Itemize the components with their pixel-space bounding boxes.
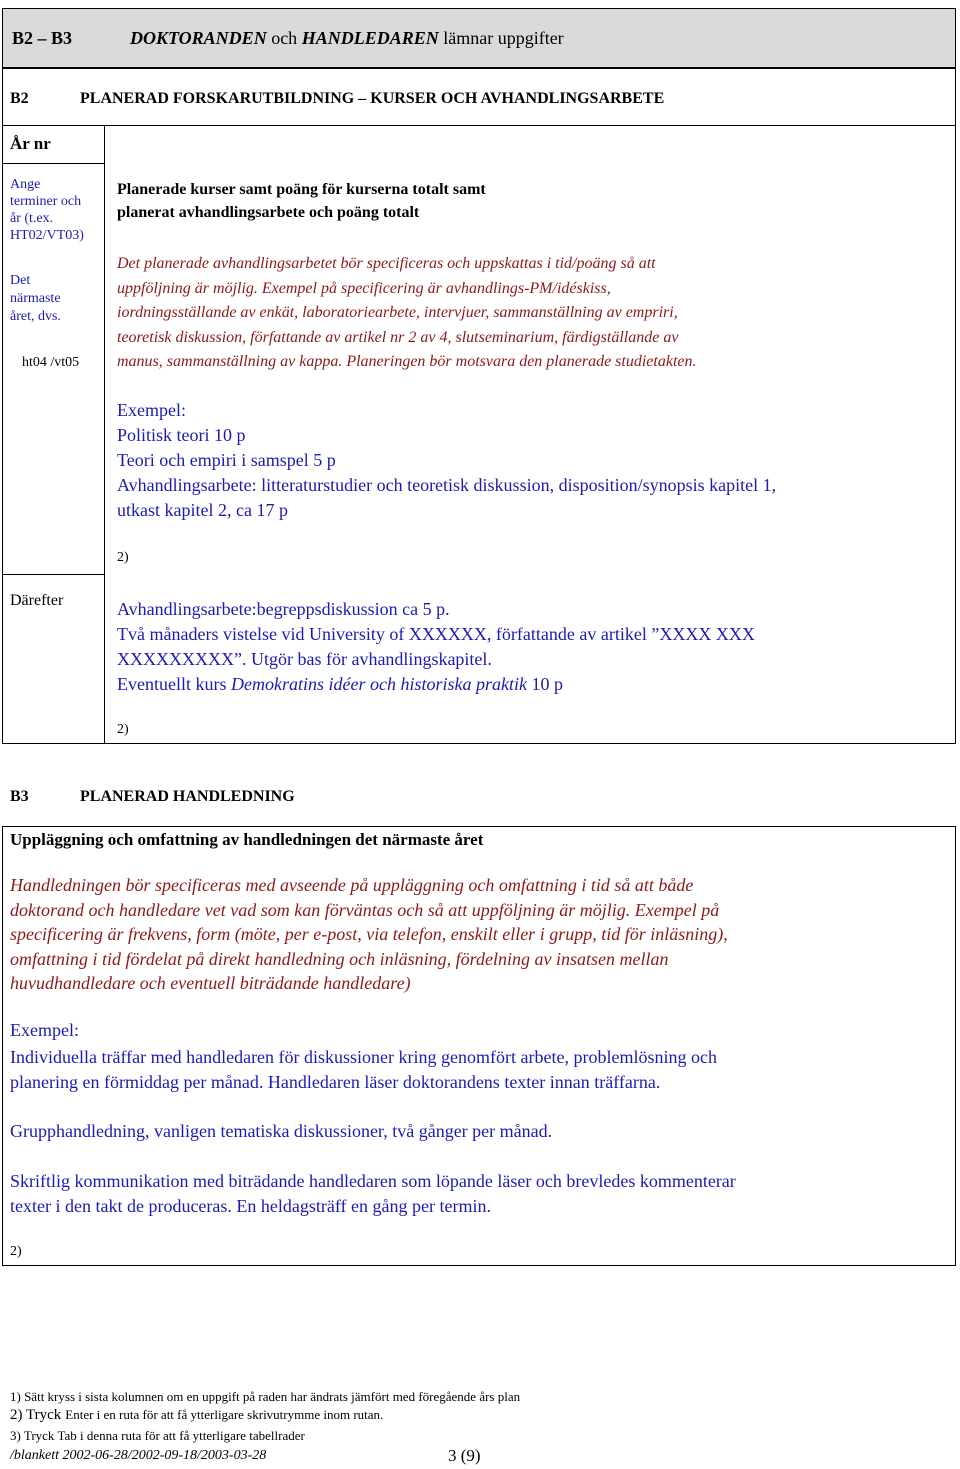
b2-instr-line2: uppföljning är möjlig. Exempel på specificering är avhandlings-PM/idéskiss, [117, 279, 611, 297]
after-line3: XXXXXXXXX”. Utgör bas för avhandlingskapitel. [117, 649, 492, 669]
year-hint-line3: år (t.ex. [10, 211, 54, 226]
b3-title: PLANERAD HANDLEDNING [80, 788, 295, 805]
footnote-2 [10, 1406, 383, 1424]
after-line4-italic: Demokratins idéer och historiska praktik [230, 674, 527, 694]
header-title [130, 28, 564, 49]
year-hint-line2: terminer och [10, 194, 82, 209]
after-line4 [117, 672, 755, 697]
b2-heading-line2: planerat avhandlingsarbete och poäng totalt [117, 204, 420, 221]
term-value[interactable]: ht04 /vt05 [22, 355, 80, 370]
b3-example-1[interactable] [10, 1045, 717, 1095]
b3-instructions [10, 873, 728, 996]
b3-example-label: Exempel: [10, 1020, 79, 1040]
b2-example-line2: Teori och empiri i samspel 5 p [117, 450, 336, 470]
next-year-line1: Det [10, 273, 31, 288]
header-role2: HANDLEDAREN [301, 28, 439, 48]
header-code: B2 – B3 [12, 28, 73, 48]
b2-heading-line1: Planerade kurser samt poäng för kurserna totalt samt [117, 181, 486, 198]
b2-note2: 2) [117, 722, 129, 737]
next-year-line3: året, dvs. [10, 309, 61, 324]
b2-year-divider [2, 163, 104, 164]
next-year-line2: närmaste [10, 291, 61, 306]
b2-instr-line5: manus, sammanställning av kappa. Planeringen bör motsvara den planerade studietakten. [117, 353, 697, 370]
b2-heading [117, 178, 486, 224]
header-rest: lämnar uppgifter [443, 28, 564, 48]
b2-title: PLANERAD FORSKARUTBILDNING – KURSER OCH AVHANDLINGSARBETE [80, 90, 665, 107]
after-line1: Avhandlingsarbete:begreppsdiskussion ca 5 p. [117, 599, 450, 619]
b3-example-2[interactable]: Grupphandledning, vanligen tematiska diskussioner, två gånger per månad. [10, 1121, 553, 1141]
b2-row-divider [2, 574, 104, 575]
b2-code: B2 [10, 90, 29, 107]
b3-instr-line2: doktorand och handledare vet vad som kan förväntas och så att uppföljning är möjlig. Exempel på [10, 899, 720, 920]
b2-example-label: Exempel: [117, 400, 186, 420]
b2-example-line1: Politisk teori 10 p [117, 425, 246, 445]
after-line4-post: 10 p [526, 674, 563, 694]
b2-title-divider [2, 125, 956, 126]
after-label: Därefter [10, 592, 64, 609]
year-hint-line1: Ange [10, 177, 41, 192]
header-och: och [271, 28, 298, 48]
b3-example-3[interactable] [10, 1169, 736, 1219]
footnote-2-text: Enter i en ruta för att få ytterligare skrivutrymme inom rutan. [65, 1407, 384, 1422]
b3-code: B3 [10, 788, 29, 805]
b2-example-line4: utkast kapitel 2, ca 17 p [117, 500, 288, 520]
b2-instr-line4: teoretisk diskussion, författande av artikel nr 2 av 4, slutseminarium, färdigställande av [117, 328, 679, 346]
b3-example-1-line1: Individuella träffar med handledaren för diskussioner kring genomfört arbete, problemlösning och [10, 1047, 717, 1067]
b2-note1: 2) [117, 550, 129, 565]
b2-instr-line1: Det planerade avhandlingsarbetet bör specificeras och uppskattas i tid/poäng så att [117, 255, 656, 272]
b2-example[interactable] [117, 398, 776, 523]
b3-example-3-line2: texter i den takt de produceras. En heldagsträff en gång per termin. [10, 1196, 491, 1216]
b3-example-3-line1: Skriftlig kommunikation med biträdande handledaren som löpande läser och brevledes kommenterar [10, 1171, 736, 1191]
b2-after[interactable] [117, 597, 755, 697]
page-number: 3 (9) [448, 1446, 481, 1465]
year-label: År nr [10, 134, 51, 153]
b2-column-divider [104, 125, 105, 744]
b3-instr-line4: omfattning i tid fördelat på direkt handledning och inläsning, fördelning av insatsen mellan [10, 948, 669, 969]
after-line4-pre: Eventuellt kurs [117, 674, 231, 694]
next-year [10, 272, 102, 326]
year-hint [10, 176, 102, 244]
footnote-2-prefix: 2) Tryck [10, 1407, 62, 1423]
form-version: /blankett 2002-06-28/2002-09-18/2003-03-28 [10, 1448, 267, 1463]
b3-heading: Uppläggning och omfattning av handledningen det närmaste året [10, 830, 484, 849]
b3-instr-line1: Handledningen bör specificeras med avseende på uppläggning och omfattning i tid så att både [10, 875, 694, 895]
year-hint-line4: HT02/VT03) [10, 228, 84, 243]
after-line2: Två månaders vistelse vid University of XXXXXX, författande av artikel ”XXXX XXX [117, 624, 755, 644]
b2-instructions [117, 252, 697, 375]
footnote-3: 3) Tryck Tab i denna ruta för att få ytterligare tabellrader [10, 1428, 305, 1443]
b3-note: 2) [10, 1244, 22, 1259]
b3-instr-line5: huvudhandledare och eventuell biträdande handledare) [10, 973, 411, 993]
header-role1: DOKTORANDEN [130, 28, 267, 48]
b3-instr-line3: specificering är frekvens, form (möte, per e-post, via telefon, enskilt eller i grupp, tid för inläsning), [10, 924, 728, 944]
b2-instr-line3: iordningsställande av enkät, laboratoriearbete, intervjuer, sammanställning av empriri, [117, 304, 678, 321]
footnote-1: 1) Sätt kryss i sista kolumnen om en uppgift på raden har ändrats jämfört med föregående års plan [10, 1389, 521, 1404]
b2-example-line3: Avhandlingsarbete: litteraturstudier och teoretisk diskussion, disposition/synopsis kapitel 1, [117, 475, 777, 495]
b3-example-1-line2: planering en förmiddag per månad. Handledaren läser doktorandens texter innan träffarna. [10, 1072, 661, 1092]
